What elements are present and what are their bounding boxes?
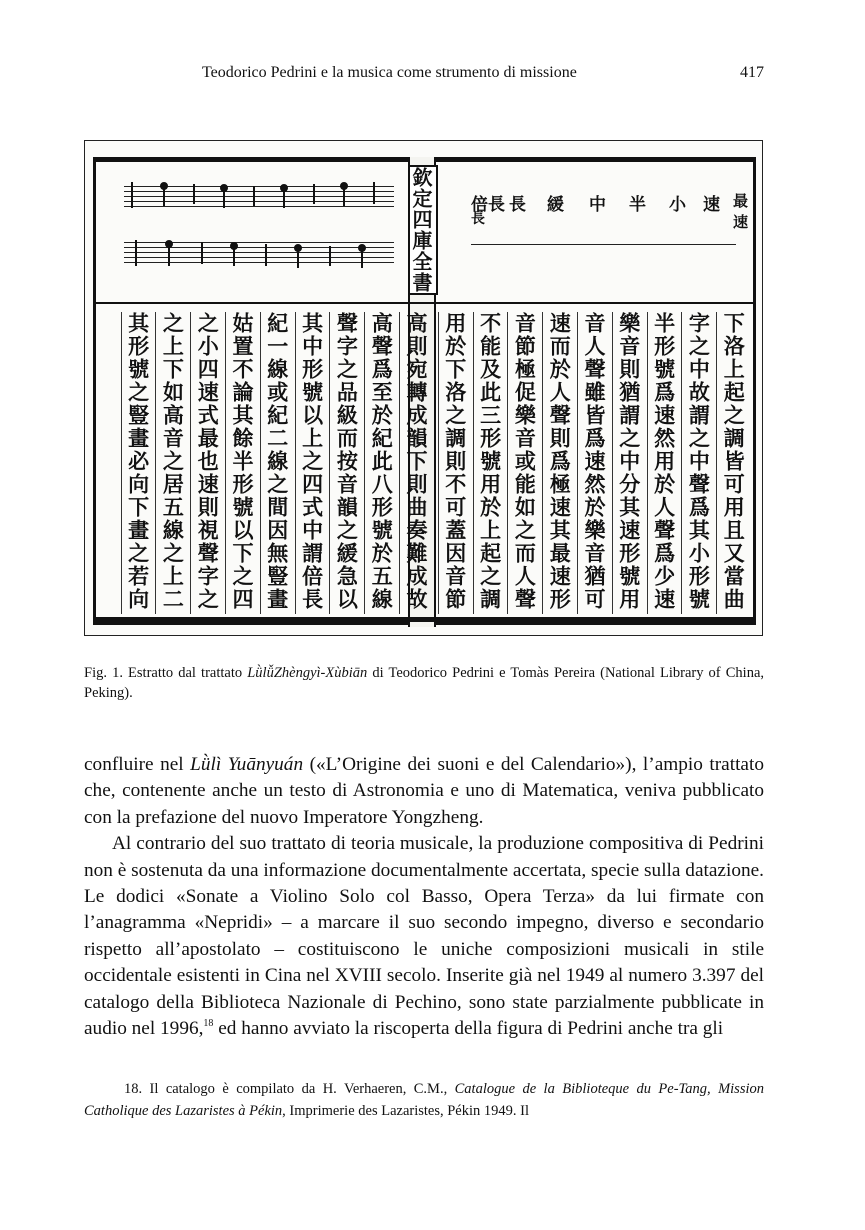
column-rule	[507, 312, 508, 614]
text-column: 音人聲雖皆爲速然於樂音猶可	[582, 312, 606, 611]
p2-text-b: ed hanno avviato la riscoperta della figura di Pedrini anche tra gli	[213, 1018, 724, 1040]
text-column: 聲字之品級而按音韻之緩急以	[334, 312, 359, 611]
text-column: 音節極促樂音或能如之而人聲	[512, 312, 537, 611]
text-column: 用於下洛之調則不可蓋因音節	[442, 312, 467, 611]
column-rule	[329, 312, 330, 614]
column-rule	[473, 312, 474, 614]
footnote-18	[84, 1078, 764, 1122]
text-column: 高則宛轉成韻下則曲奏難成故	[404, 312, 428, 611]
figure-caption	[84, 663, 764, 703]
column-rule	[155, 312, 156, 614]
column-rule	[260, 312, 261, 614]
footnote-text-b: , Imprimerie des Lazaristes, Pékin 1949. Il	[282, 1103, 530, 1119]
footnote-ref[interactable]: 18	[203, 1018, 214, 1030]
text-column: 下洛上起之調皆可用且又當曲	[721, 312, 746, 611]
paragraph-2	[84, 831, 764, 1042]
p1-work-title: Lǜlì Yuānyuán	[190, 754, 304, 775]
figure-1	[84, 140, 763, 636]
footnote-text-a: 18. Il catalogo è compilato da H. Verhaeren, C.M.,	[124, 1081, 455, 1097]
caption-prefix: Fig. 1. Estratto dal trattato	[84, 665, 248, 681]
text-column: 姑置不論其餘半形號以下之四	[230, 312, 254, 611]
rhythm-labels	[471, 190, 751, 230]
spine-title: 欽定四庫全書	[408, 165, 438, 295]
column-rule	[542, 312, 543, 614]
figure-frame	[93, 157, 756, 625]
text-column: 紀一線或紀二線之間因無豎畫	[264, 312, 289, 611]
rhythm-label: 最速	[733, 192, 749, 231]
rhythm-label: 小	[669, 195, 686, 215]
column-rule	[612, 312, 613, 614]
column-rule	[225, 312, 226, 614]
text-column: 樂音則猶謂之中分其速形號用	[616, 312, 641, 611]
column-rule	[681, 312, 682, 614]
rhythm-label: 長	[509, 195, 526, 215]
p2-text-a: Al contrario del suo trattato di teoria musicale, la produzione compositiva di Pedrini non è sostenuta da una informazione documentalmente accertata, specie sulla datazione. Le dodici «Sonate a Violino Solo col Basso, Opera Terza» da lui firmate con l’anagramma «Nepridi» – a marcare il suo secondo impegno, diverso e secondario rispetto all’apostolato – costituiscono le uniche composizioni musicali in stile occidentale esistenti in Cina nel XVIII secolo. Inserite già nel 1949 al numero 3.397 del catalogo della Biblioteca Nazionale di Pechino, sono state parzialmente pubblicate in audio nel 1996,	[84, 833, 764, 1040]
rhythm-label: 長	[471, 211, 485, 227]
column-rule	[438, 312, 439, 614]
text-column: 其中形號以上之四式中謂倍長	[299, 312, 324, 611]
caption-suffix: di Teodorico Pedrini e Tomàs Pereira (National Library of China, Peking).	[84, 665, 765, 701]
column-rule	[399, 312, 400, 614]
rhythm-baseline	[471, 244, 736, 245]
column-rule	[716, 312, 717, 614]
caption-work-title: LǜlǚZhèngyì-Xùbiān	[247, 665, 368, 681]
text-column: 半形號爲速然用於人聲爲少速	[651, 312, 676, 611]
p1-text-b: («L’Origine dei suoni e del Calendario»), l’ampio trattato che, contenente anche un testo di Astronomia e uno di Matematica, veniva pubblicato con la prefazione del nuovo Imperatore Yongzheng.	[84, 754, 764, 828]
text-column: 之小四速式最也速則視聲字之	[195, 312, 220, 611]
column-rule	[190, 312, 191, 614]
column-rule	[121, 312, 122, 614]
rhythm-label: 緩	[547, 195, 564, 215]
rhythm-label: 倍長	[471, 195, 505, 215]
column-rule	[295, 312, 296, 614]
staff-notes	[124, 174, 399, 284]
text-columns	[102, 312, 747, 614]
column-rule	[364, 312, 365, 614]
running-title: Teodorico Pedrini e la musica come strumento di missione	[202, 64, 577, 81]
figure-divider	[96, 302, 753, 304]
text-column: 高聲爲至於紀此八形號於五線	[369, 312, 394, 611]
paragraph-1	[84, 752, 764, 831]
rhythm-label: 中	[589, 195, 606, 215]
page-number: 417	[740, 64, 764, 81]
text-column: 之上下如高音之居五線之上二	[160, 312, 185, 611]
rhythm-label: 速	[703, 195, 720, 215]
frame-bottom-band	[96, 617, 753, 622]
column-rule	[577, 312, 578, 614]
running-header	[84, 64, 764, 88]
text-column: 速而於人聲則爲極速其最速形	[547, 312, 572, 611]
text-column: 其形號之豎畫必向下畫之若向	[125, 312, 150, 611]
p1-text-a: confluire nel	[84, 754, 191, 775]
text-column: 不能及此三形號用於上起之調	[477, 312, 502, 611]
footnote-work-title: Catalogue de la Biblioteque du Pe-Tang, Mission Catholique des Lazaristes à Pékin	[84, 1081, 764, 1119]
column-rule	[647, 312, 648, 614]
body-text	[84, 752, 764, 1042]
rhythm-label: 半	[629, 195, 646, 215]
text-column: 字之中故謂之中聲爲其小形號	[686, 312, 711, 611]
